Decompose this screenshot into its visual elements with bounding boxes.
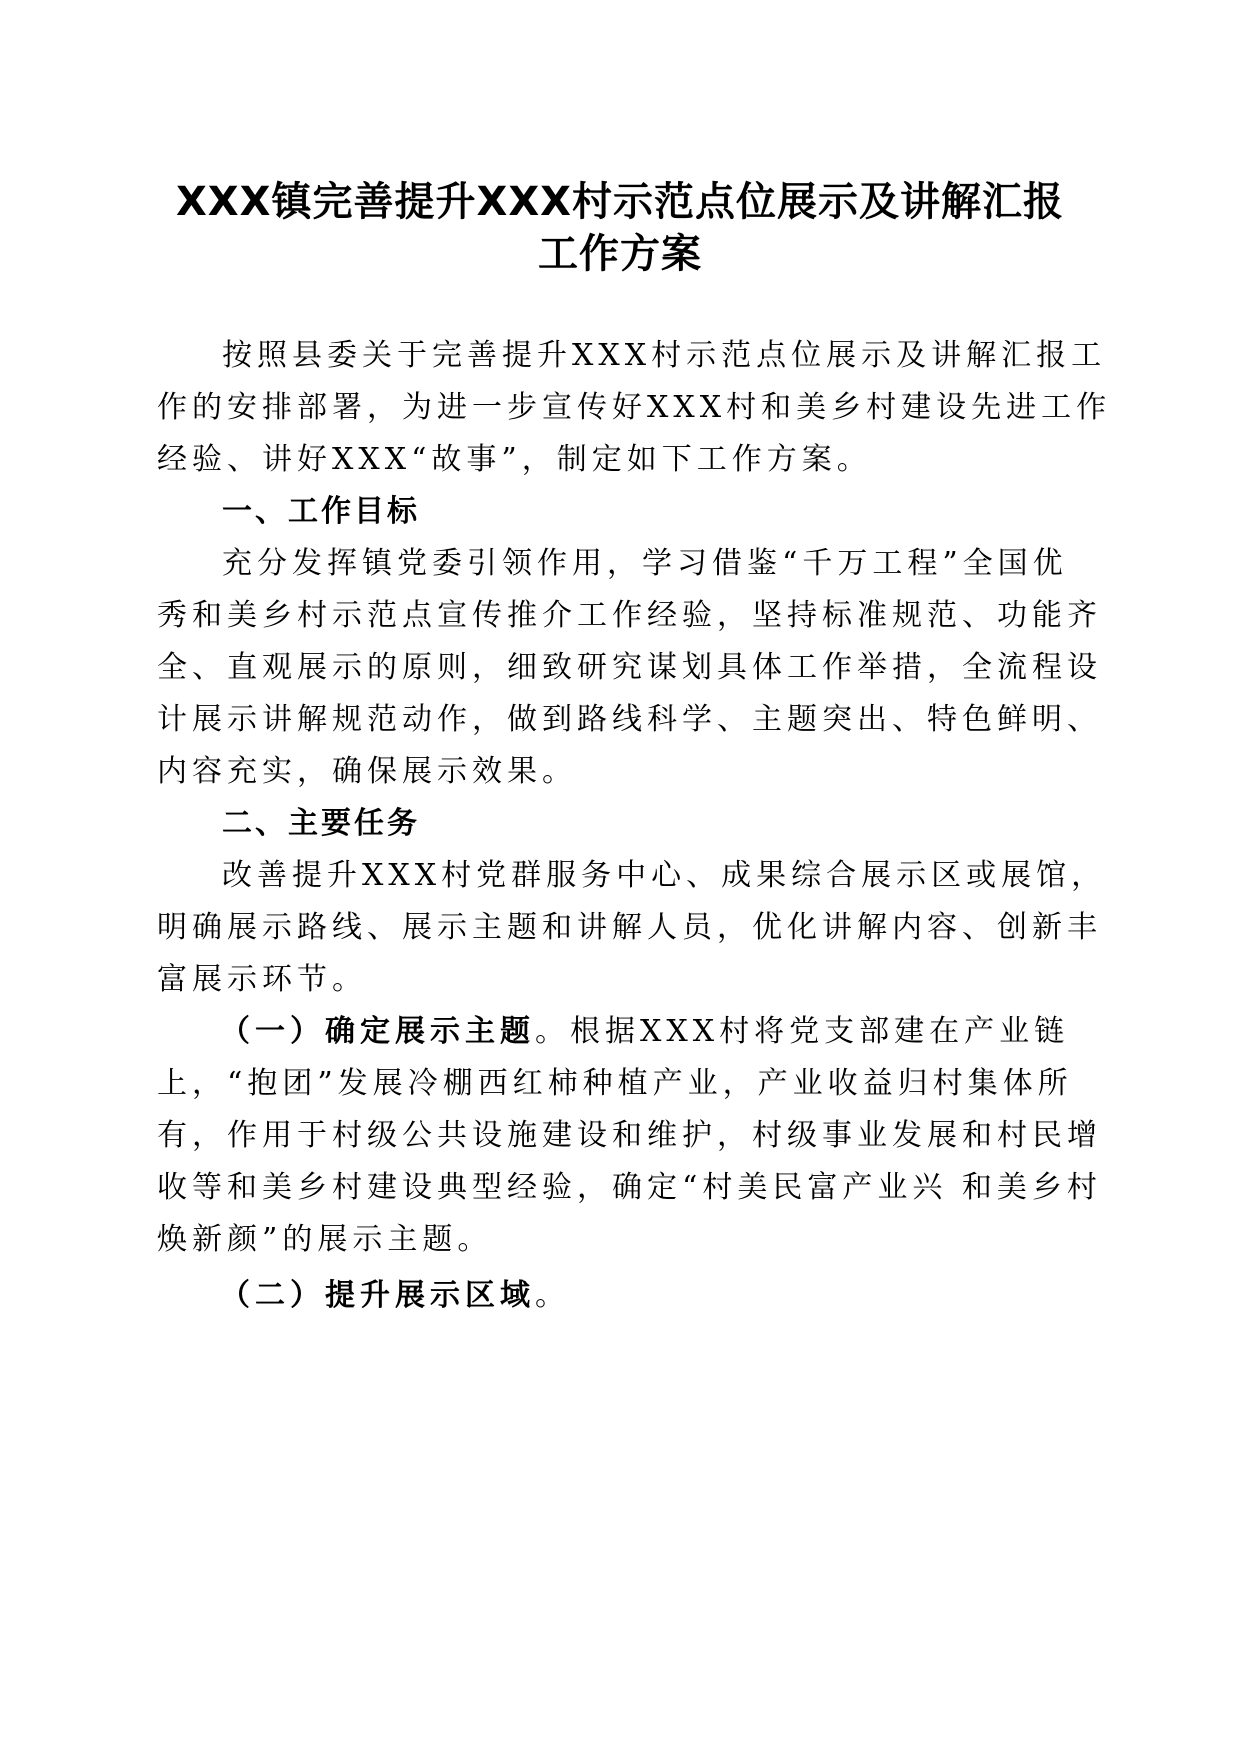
document-title-line-1: XXX镇完善提升XXX村示范点位展示及讲解汇报 [175, 179, 1065, 225]
goals-line: 全、直观展示的原则，细致研究谋划具体工作举措，全流程设 [157, 650, 1102, 685]
intro-line: 按照县委关于完善提升XXX村示范点位展示及讲解汇报工 [222, 338, 1107, 373]
section-heading-goals: 一、工作目标 [222, 494, 420, 529]
goals-line: 计展示讲解规范动作，做到路线科学、主题突出、特色鲜明、 [157, 702, 1102, 737]
subsection-1-text: 。根据XXX村将党支部建在产业链 [535, 1014, 1070, 1049]
subsection-2-label: （二）提升展示区域 [220, 1278, 535, 1313]
subsection-1-first-line [220, 1006, 1069, 1050]
subsection-1-line: 有，作用于村级公共设施建设和维护，村级事业发展和村民增 [157, 1118, 1102, 1153]
goals-line: 内容充实，确保展示效果。 [157, 754, 577, 789]
subsection-1-label: （一）确定展示主题 [220, 1014, 535, 1049]
subsection-1-line: 焕新颜”的展示主题。 [157, 1222, 493, 1257]
tasks-line: 明确展示路线、展示主题和讲解人员，优化讲解内容、创新丰 [157, 910, 1102, 945]
subsection-2-tail: 。 [535, 1278, 570, 1313]
goals-line: 充分发挥镇党委引领作用，学习借鉴“千万工程”全国优 [222, 546, 1068, 581]
goals-line: 秀和美乡村示范点宣传推介工作经验，坚持标准规范、功能齐 [157, 598, 1102, 633]
tasks-line: 富展示环节。 [157, 962, 367, 997]
intro-line: 作的安排部署，为进一步宣传好XXX村和美乡村建设先进工作 [157, 390, 1112, 425]
document-title-line-2: 工作方案 [538, 231, 702, 277]
section-heading-tasks: 二、主要任务 [222, 806, 420, 841]
tasks-line: 改善提升XXX村党群服务中心、成果综合展示区或展馆， [222, 858, 1107, 893]
subsection-2-line [220, 1270, 570, 1314]
subsection-1-line: 收等和美乡村建设典型经验，确定“村美民富产业兴 和美乡村 [157, 1170, 1102, 1205]
intro-line: 经验、讲好XXX“故事”，制定如下工作方案。 [157, 442, 872, 477]
subsection-1-line: 上，“抱团”发展冷棚西红柿种植产业，产业收益归村集体所 [157, 1066, 1073, 1101]
